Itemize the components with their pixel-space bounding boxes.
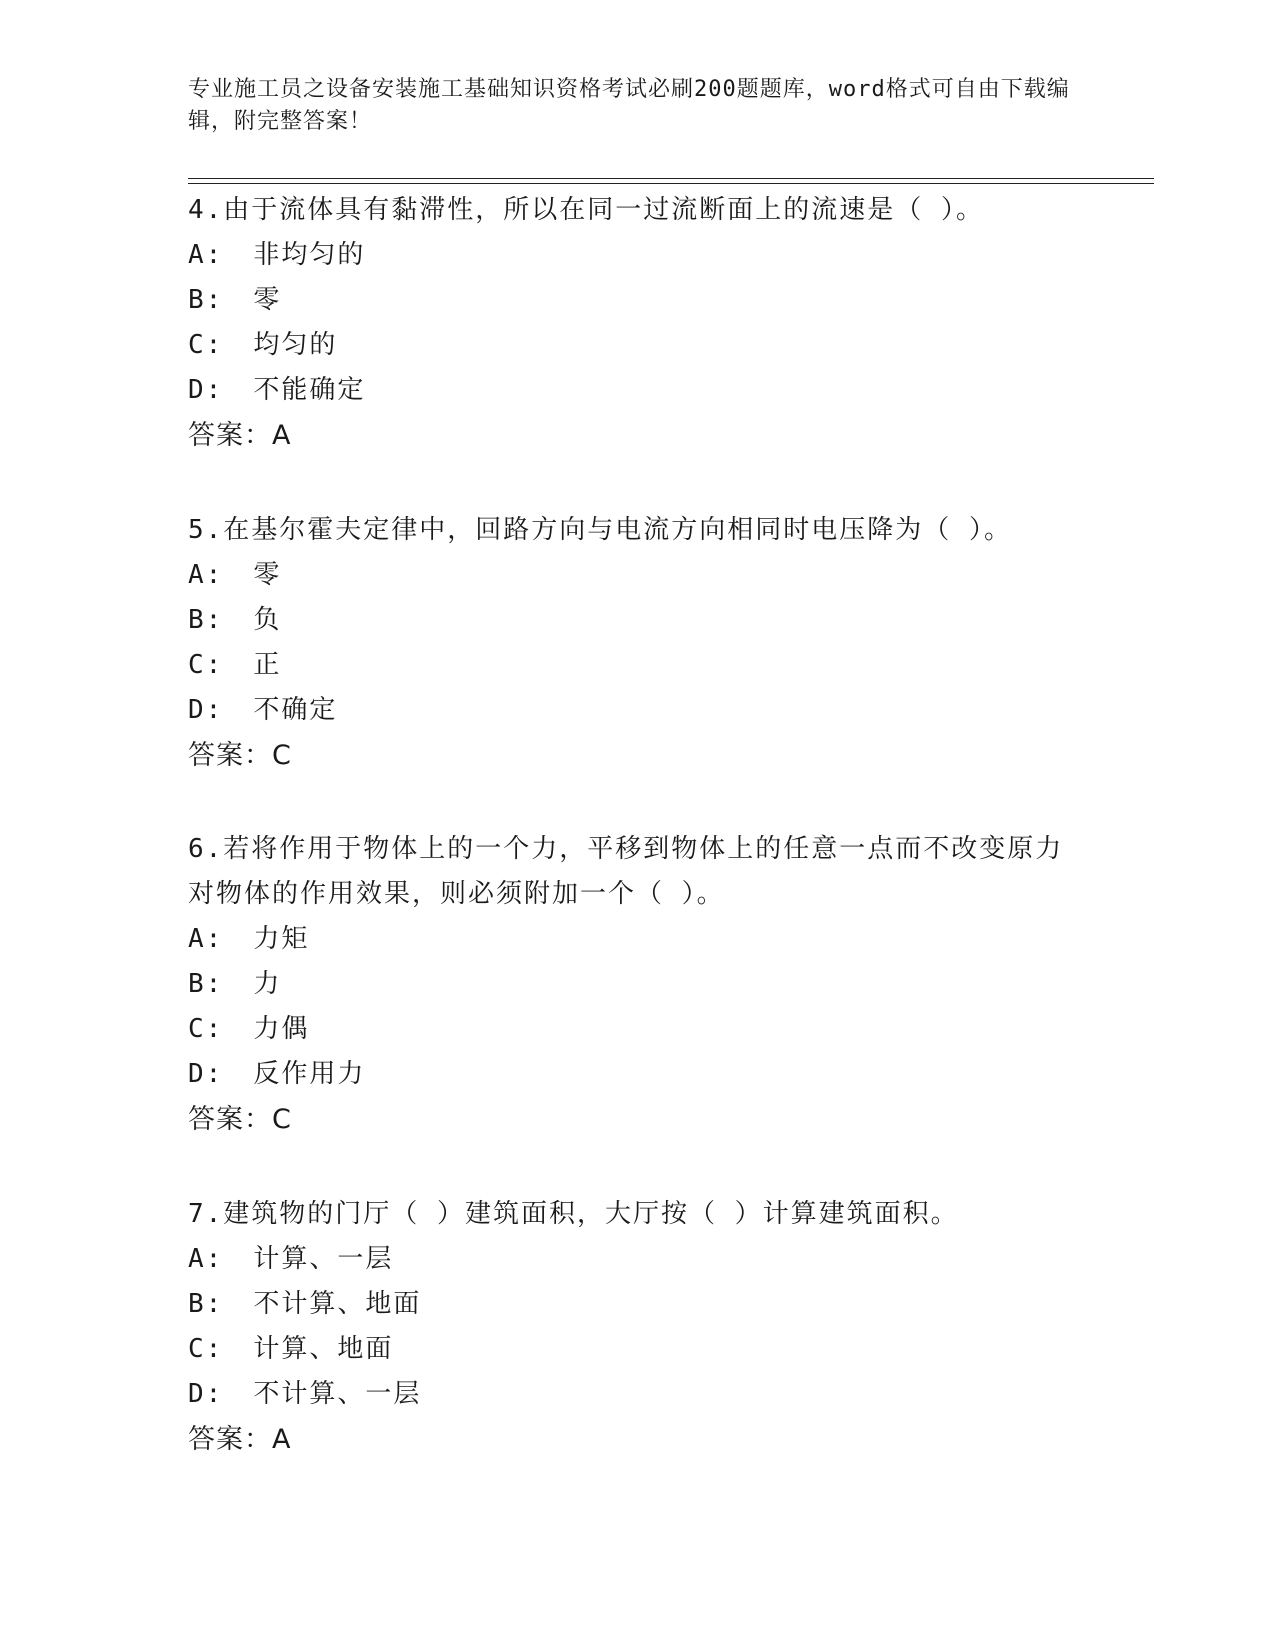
- option-b: [188, 598, 1088, 643]
- option-text: 正: [253, 650, 282, 680]
- question-stem: 6.若将作用于物体上的一个力，平移到物体上的任意一点而不改变原力对物体的作用效果，则必须附加一个（ ）。: [188, 834, 1064, 909]
- answer-value: C: [272, 1104, 292, 1135]
- option-b: [188, 278, 1088, 323]
- answer-label: 答案：: [188, 740, 272, 771]
- answer-line: [188, 733, 1088, 778]
- question-block: [188, 827, 1088, 1142]
- option-letter: C:: [188, 650, 224, 680]
- option-letter: A:: [188, 560, 224, 590]
- option-letter: C:: [188, 1014, 224, 1044]
- question-block: [188, 188, 1088, 458]
- option-letter: B:: [188, 285, 224, 315]
- option-d: [188, 368, 1088, 413]
- option-a: [188, 1237, 1088, 1282]
- option-text: 负: [253, 605, 282, 635]
- answer-label: 答案：: [188, 420, 272, 451]
- option-letter: A:: [188, 240, 224, 270]
- question-block: [188, 1192, 1088, 1462]
- option-letter: D:: [188, 1379, 224, 1409]
- option-a: [188, 233, 1088, 278]
- question-block: [188, 508, 1088, 778]
- answer-value: A: [272, 420, 292, 451]
- option-c: [188, 643, 1088, 688]
- header-divider-top: [188, 178, 1154, 179]
- answer-label: 答案：: [188, 1424, 272, 1455]
- option-letter: D:: [188, 1059, 224, 1089]
- option-letter: D:: [188, 695, 224, 725]
- answer-value: A: [272, 1424, 292, 1455]
- question-stem: 5.在基尔霍夫定律中，回路方向与电流方向相同时电压降为（ ）。: [188, 515, 1012, 545]
- option-text: 不计算、地面: [253, 1289, 422, 1319]
- option-letter: B:: [188, 969, 224, 999]
- answer-line: [188, 1417, 1088, 1462]
- option-text: 非均匀的: [253, 240, 366, 270]
- option-text: 力偶: [253, 1014, 310, 1044]
- answer-line: [188, 1097, 1088, 1142]
- option-c: [188, 1007, 1088, 1052]
- option-text: 不能确定: [253, 375, 366, 405]
- option-d: [188, 1052, 1088, 1097]
- option-letter: D:: [188, 375, 224, 405]
- answer-value: C: [272, 740, 292, 771]
- question-stem: 7.建筑物的门厅（ ）建筑面积，大厅按（ ）计算建筑面积。: [188, 1199, 959, 1229]
- option-b: [188, 962, 1088, 1007]
- option-text: 力矩: [253, 924, 310, 954]
- option-text: 计算、一层: [253, 1244, 394, 1274]
- option-letter: C:: [188, 1334, 224, 1364]
- option-letter: A:: [188, 924, 224, 954]
- option-d: [188, 1372, 1088, 1417]
- option-text: 计算、地面: [253, 1334, 394, 1364]
- option-b: [188, 1282, 1088, 1327]
- option-d: [188, 688, 1088, 733]
- answer-line: [188, 413, 1088, 458]
- option-text: 不计算、一层: [253, 1379, 422, 1409]
- option-text: 零: [253, 560, 282, 590]
- question-stem: 4.由于流体具有黏滞性，所以在同一过流断面上的流速是（ ）。: [188, 195, 984, 225]
- option-c: [188, 323, 1088, 368]
- option-text: 均匀的: [253, 330, 338, 360]
- option-text: 不确定: [253, 695, 338, 725]
- option-letter: A:: [188, 1244, 224, 1274]
- answer-label: 答案：: [188, 1104, 272, 1135]
- option-letter: B:: [188, 605, 224, 635]
- option-text: 力: [253, 969, 282, 999]
- option-letter: C:: [188, 330, 224, 360]
- option-a: [188, 553, 1088, 598]
- option-text: 反作用力: [253, 1059, 366, 1089]
- option-text: 零: [253, 285, 282, 315]
- option-c: [188, 1327, 1088, 1372]
- document-header: 专业施工员之设备安装施工基础知识资格考试必刷200题题库，word格式可自由下载编辑，附完整答案！: [188, 77, 1070, 134]
- header-divider-bottom: [188, 183, 1154, 184]
- option-letter: B:: [188, 1289, 224, 1319]
- option-a: [188, 917, 1088, 962]
